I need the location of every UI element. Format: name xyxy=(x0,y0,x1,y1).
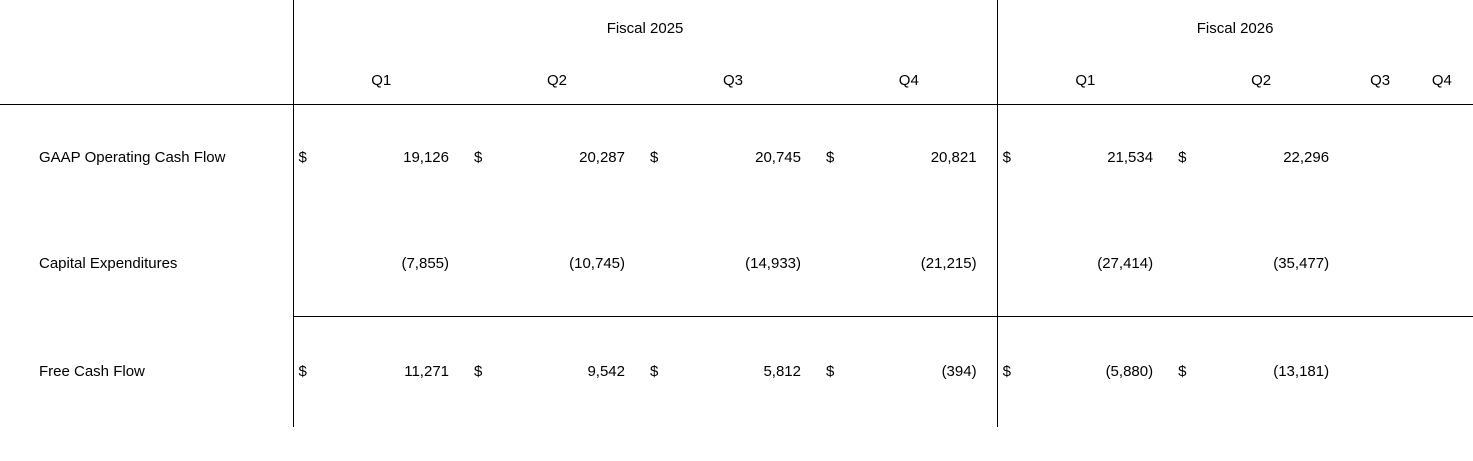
currency-symbol: $ xyxy=(1002,363,1011,381)
header-fy2026-q2: Q2 xyxy=(1173,56,1349,105)
cell-value: 20,745 xyxy=(755,149,801,167)
row-label-free-cash-flow: Free Cash Flow xyxy=(39,363,145,380)
currency-symbol xyxy=(469,211,495,317)
cell-value: (10,745) xyxy=(495,211,645,317)
currency-symbol: $ xyxy=(1178,363,1187,381)
fiscal-2026-header: Fiscal 2026 xyxy=(997,0,1473,56)
currency-symbol: $ xyxy=(650,363,659,381)
currency-symbol xyxy=(997,211,1023,317)
corner-cell xyxy=(0,0,293,56)
cell-value: (7,855) xyxy=(319,211,469,317)
cell-value: 9,542 xyxy=(587,363,625,381)
header-fy2025-q3: Q3 xyxy=(645,56,821,105)
header-fy2026-q4: Q4 xyxy=(1411,56,1473,105)
header-fy2025-q2: Q2 xyxy=(469,56,645,105)
cell-value: (27,414) xyxy=(1023,211,1173,317)
cell-value: (14,933) xyxy=(671,211,821,317)
currency-symbol: $ xyxy=(1002,149,1011,167)
quarter-header-corner xyxy=(0,56,293,105)
currency-symbol: $ xyxy=(826,363,835,381)
quarter-header-row xyxy=(0,56,1473,105)
cell-value xyxy=(1349,317,1411,427)
fiscal-year-header-row xyxy=(0,0,1473,56)
header-fy2026-q1: Q1 xyxy=(997,56,1173,105)
cell-value: 19,126 xyxy=(403,149,449,167)
cell-value xyxy=(1349,105,1411,211)
cell-value: 21,534 xyxy=(1107,149,1154,167)
cell-value: 11,271 xyxy=(404,363,449,381)
row-label-operating-cash-flow: GAAP Operating Cash Flow xyxy=(39,149,226,167)
cell-value: (21,215) xyxy=(847,211,997,317)
header-fy2025-q1: Q1 xyxy=(293,56,469,105)
currency-symbol: $ xyxy=(826,149,835,167)
cell-value xyxy=(1411,317,1473,427)
fiscal-2025-header: Fiscal 2025 xyxy=(293,0,997,56)
cell-value: (394) xyxy=(847,317,997,427)
currency-symbol xyxy=(293,211,319,317)
currency-symbol: $ xyxy=(293,317,319,427)
currency-symbol xyxy=(645,211,671,317)
currency-symbol: $ xyxy=(474,363,483,381)
currency-symbol xyxy=(821,211,847,317)
currency-symbol xyxy=(1173,211,1199,317)
currency-symbol: $ xyxy=(293,105,319,211)
cell-value xyxy=(1411,105,1473,211)
currency-symbol: $ xyxy=(474,149,483,167)
cell-value xyxy=(1349,211,1411,317)
table-row xyxy=(0,317,1473,427)
table-row xyxy=(0,105,1473,211)
header-fy2025-q4: Q4 xyxy=(821,56,997,105)
cell-value: 20,821 xyxy=(847,105,997,211)
row-label-capital-expenditures: Capital Expenditures xyxy=(39,255,178,272)
cell-value: 5,812 xyxy=(763,363,801,381)
currency-symbol: $ xyxy=(650,149,659,167)
cell-value: (13,181) xyxy=(1273,363,1330,381)
cell-value: 22,296 xyxy=(1283,149,1330,167)
cell-value: 20,287 xyxy=(579,149,625,167)
table-row xyxy=(0,211,1473,317)
currency-symbol: $ xyxy=(1178,149,1187,167)
cell-value: (35,477) xyxy=(1199,211,1349,317)
cell-value: (5,880) xyxy=(1105,363,1154,381)
cell-value xyxy=(1411,211,1473,317)
header-fy2026-q3: Q3 xyxy=(1349,56,1411,105)
